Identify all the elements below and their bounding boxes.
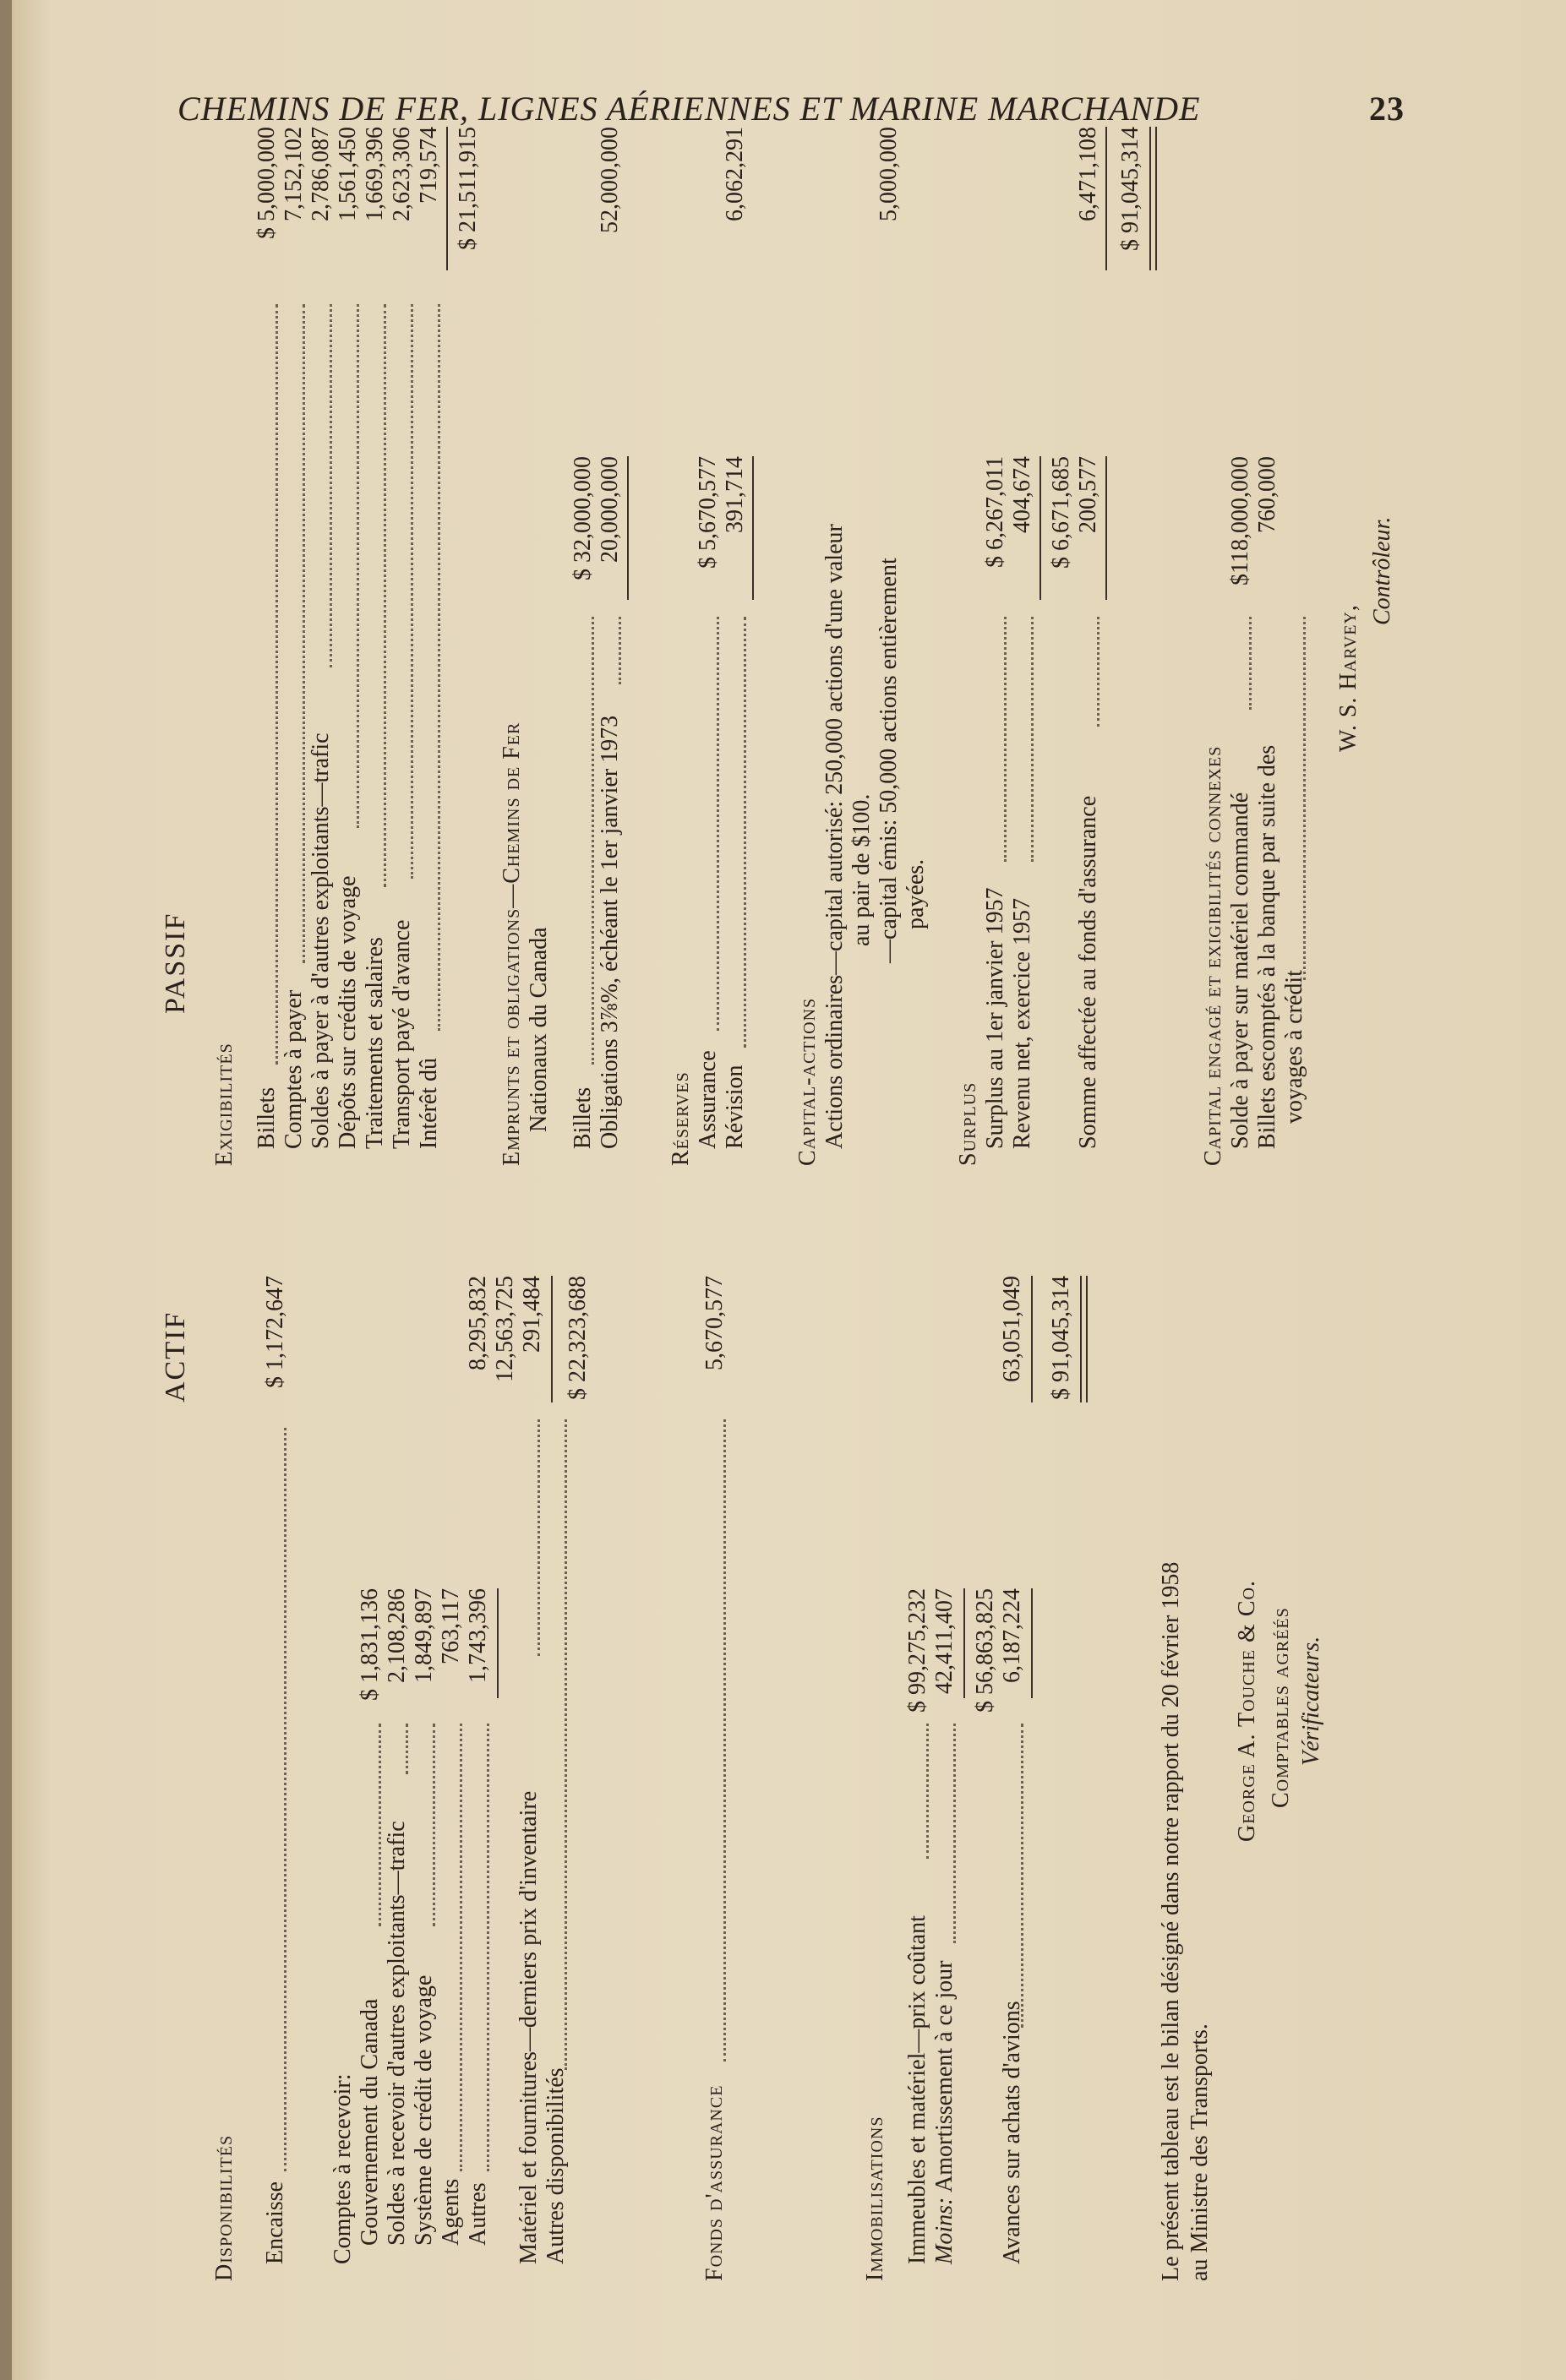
immobilisations-total: 63,051,049	[999, 1276, 1025, 1382]
controller-role: Contrôleur.	[1369, 516, 1395, 625]
leader-dots	[570, 617, 594, 1065]
amortissement-value: 42,411,407	[931, 1588, 958, 1694]
leader-dots	[931, 1724, 956, 1943]
leader-dots	[411, 1724, 435, 1926]
rule	[1031, 1588, 1033, 1698]
exigibilite-label: Intérêt dû	[416, 1057, 442, 1149]
leader-dots	[982, 617, 1007, 862]
revenu-value: 404,674	[1009, 456, 1035, 533]
page-binding-edge	[0, 0, 12, 2380]
leader-dots	[1075, 617, 1099, 727]
encaisse-value: $ 1,172,647	[262, 1276, 288, 1388]
page-title: CHEMINS DE FER, LIGNES AÉRIENNES ET MARINE MARCHANDE	[177, 90, 1201, 128]
materiel-value: 12,563,725	[492, 1276, 518, 1382]
leader-dots	[1281, 617, 1306, 980]
autres-value: 291,484	[519, 1276, 545, 1353]
reserves-total: 6,062,291	[722, 127, 748, 221]
leader-dots	[389, 304, 413, 879]
obligations-value: 20,000,000	[597, 456, 623, 563]
rule	[551, 1276, 553, 1402]
rule	[752, 456, 754, 600]
statement-line-1: Le présent tableau est le bilan désigné dans notre rapport du 20 février 1958	[1158, 1561, 1184, 2281]
leader-dots	[384, 1724, 408, 1774]
compte-label: Agents	[438, 2178, 464, 2246]
rule	[446, 127, 448, 270]
surplus-heading: Surplus	[955, 1081, 981, 1166]
leader-dots	[1227, 617, 1252, 710]
leader-dots	[597, 617, 621, 684]
reserves-heading: Réserves	[668, 1071, 694, 1166]
obligations-label: Obligations 3⅞%, échéant le 1er janvier 1973	[597, 715, 623, 1149]
capital-engage-heading: Capital engagé et exigibilités connexes	[1200, 745, 1226, 1166]
rule	[627, 456, 629, 600]
capital-heading: Capital-actions	[794, 997, 821, 1166]
exigibilites-heading: Exigibilités	[211, 1043, 237, 1166]
affectee-label: Somme affectée au fonds d'assurance	[1075, 795, 1101, 1149]
exigibilite-value: 1,669,396	[362, 127, 388, 221]
exigibilite-label: Traitements et salaires	[362, 937, 388, 1149]
leader-dots	[701, 1419, 726, 2061]
surplus-total: 6,471,108	[1075, 127, 1101, 221]
capital-total: 5,000,000	[876, 127, 902, 221]
compte-label: Autres	[465, 2182, 491, 2246]
comptes-label: Comptes à recevoir:	[330, 2073, 356, 2264]
emprunts-billets-value: $ 32,000,000	[570, 456, 596, 580]
avances-value: 6,187,224	[999, 1588, 1025, 1683]
billets-escomptes-value: 760,000	[1254, 456, 1280, 533]
solde-label: Solde à payer sur matériel commandé	[1227, 792, 1253, 1149]
double-rule	[1080, 1276, 1088, 1402]
emprunts-billets-label: Billets	[570, 1087, 596, 1149]
comptes-total: 8,295,832	[465, 1276, 491, 1370]
auditor-title: Comptables agréés	[1268, 1607, 1294, 1808]
leader-dots	[262, 1428, 286, 2171]
leader-dots	[308, 304, 332, 667]
solde-value: $118,000,000	[1227, 456, 1253, 585]
double-rule	[1149, 127, 1157, 270]
exigibilite-value: 719,574	[416, 127, 442, 204]
capital-line-1: Actions ordinaires—capital autorisé: 250,000 actions d'une valeur	[821, 524, 848, 1149]
capital-line-4: payées.	[903, 858, 929, 929]
compte-label: Gouvernement du Canada	[357, 1998, 383, 2246]
rule	[497, 1588, 499, 1698]
moins-label: Moins:	[931, 2197, 958, 2264]
leader-dots	[254, 304, 278, 1065]
compte-value: 1,743,396	[465, 1588, 491, 1683]
compte-value: $ 1,831,136	[357, 1588, 383, 1701]
compte-label: Système de crédit de voyage	[411, 1974, 437, 2246]
leader-dots	[516, 1419, 540, 1656]
encaisse-label: Encaisse	[262, 2181, 288, 2264]
exigibilite-value: 2,786,087	[308, 127, 334, 221]
revenu-label: Revenu net, exercice 1957	[1009, 898, 1035, 1149]
leader-dots	[416, 304, 440, 1031]
balance-sheet-table	[161, 118, 1547, 2281]
exigibilite-label: Transport payé d'avance	[389, 919, 415, 1149]
affectee-value: 200,577	[1075, 456, 1101, 533]
rule	[1105, 127, 1107, 270]
billets-escomptes-label-1: Billets escomptés à la banque par suite des	[1254, 744, 1280, 1149]
fonds-value: 5,670,577	[701, 1276, 728, 1370]
billets-escomptes-label-2: voyages à crédit	[1281, 970, 1307, 1124]
auditor-name: George A. Touche & Co.	[1234, 1580, 1260, 1842]
capital-line-3: —capital émis: 50,000 actions entièrement	[876, 558, 902, 963]
immeubles-value: $ 99,275,232	[904, 1588, 930, 1713]
leader-dots	[695, 617, 719, 1031]
passif-grand-total: $ 91,045,314	[1117, 127, 1143, 251]
leader-dots	[362, 304, 386, 887]
assurance-label: Assurance	[695, 1050, 721, 1149]
exigibilite-value: 1,561,450	[335, 127, 361, 221]
leader-dots	[722, 617, 746, 1048]
revision-value: 391,714	[722, 456, 748, 533]
exigibilite-label: Dépôts sur crédits de voyage	[335, 875, 361, 1149]
statement-line-2: au Ministre des Transports.	[1187, 2023, 1213, 2281]
leader-dots	[1009, 617, 1034, 862]
compte-value: 2,108,286	[384, 1588, 410, 1683]
fonds-heading: Fonds d'assurance	[701, 2084, 728, 2281]
immobilisations-net: $ 56,863,825	[972, 1588, 998, 1713]
disponibilites-heading: Disponibilités	[211, 2134, 237, 2281]
materiel-label: Matériel et fournitures—derniers prix d'inventaire	[516, 1790, 542, 2264]
avances-label: Avances sur achats d'avions	[999, 2001, 1025, 2264]
leader-dots	[357, 1724, 381, 1926]
assurance-value: $ 5,670,577	[695, 456, 721, 569]
leader-dots	[543, 1419, 567, 2070]
auditor-role: Vérificateurs.	[1298, 1636, 1324, 1766]
actif-heading: ACTIF	[160, 1310, 191, 1402]
emprunts-heading-2: Nationaux du Canada	[526, 927, 552, 1132]
exigibilite-label: Soldes à payer à d'autres exploitants—trafic	[308, 733, 334, 1149]
exigibilite-value: 7,152,102	[281, 127, 307, 221]
leader-dots	[904, 1724, 929, 1859]
immeubles-label: Immeubles et matériel—prix coûtant	[904, 1915, 930, 2264]
exigibilite-value: $ 5,000,000	[254, 127, 280, 239]
emprunts-total: 52,000,000	[597, 127, 623, 233]
compte-value: 763,117	[438, 1588, 464, 1664]
controller-name: W. S. Harvey,	[1335, 604, 1361, 752]
rule	[1031, 1276, 1033, 1402]
autres-label: Autres disponibilités	[543, 2067, 569, 2264]
immobilisations-heading: Immobilisations	[862, 2116, 888, 2281]
rule	[1105, 456, 1107, 600]
rule	[1039, 456, 1041, 600]
page-number: 23	[1369, 90, 1405, 128]
exigibilites-total: $ 21,511,915	[455, 127, 481, 250]
rule	[963, 1588, 965, 1698]
leader-dots	[438, 1724, 462, 2171]
actif-grand-total: $ 91,045,314	[1048, 1276, 1074, 1400]
leader-dots	[465, 1724, 489, 2171]
passif-heading: PASSIF	[160, 912, 191, 1014]
leader-dots	[281, 304, 305, 963]
surplus-value: $ 6,267,011	[982, 456, 1008, 568]
amortissement-label: Amortissement à ce jour	[931, 1960, 958, 2192]
emprunts-heading-1: Emprunts et obligations—Chemins de Fer	[499, 722, 525, 1166]
exigibilite-label: Billets	[254, 1087, 280, 1149]
disponibilites-total: $ 22,323,688	[565, 1276, 591, 1400]
revision-label: Révision	[722, 1065, 748, 1149]
compte-label: Soldes à recevoir d'autres exploitants—trafic	[384, 1821, 410, 2246]
surplus-label: Surplus au 1er janvier 1957	[982, 887, 1008, 1149]
leader-dots	[999, 1724, 1023, 2028]
surplus-subtotal: $ 6,671,685	[1048, 456, 1074, 569]
capital-line-2: au pair de $100.	[848, 793, 875, 946]
leader-dots	[335, 304, 359, 828]
exigibilite-value: 2,623,306	[389, 127, 415, 221]
exigibilite-label: Comptes à payer	[281, 989, 307, 1149]
compte-value: 1,849,897	[411, 1588, 437, 1683]
